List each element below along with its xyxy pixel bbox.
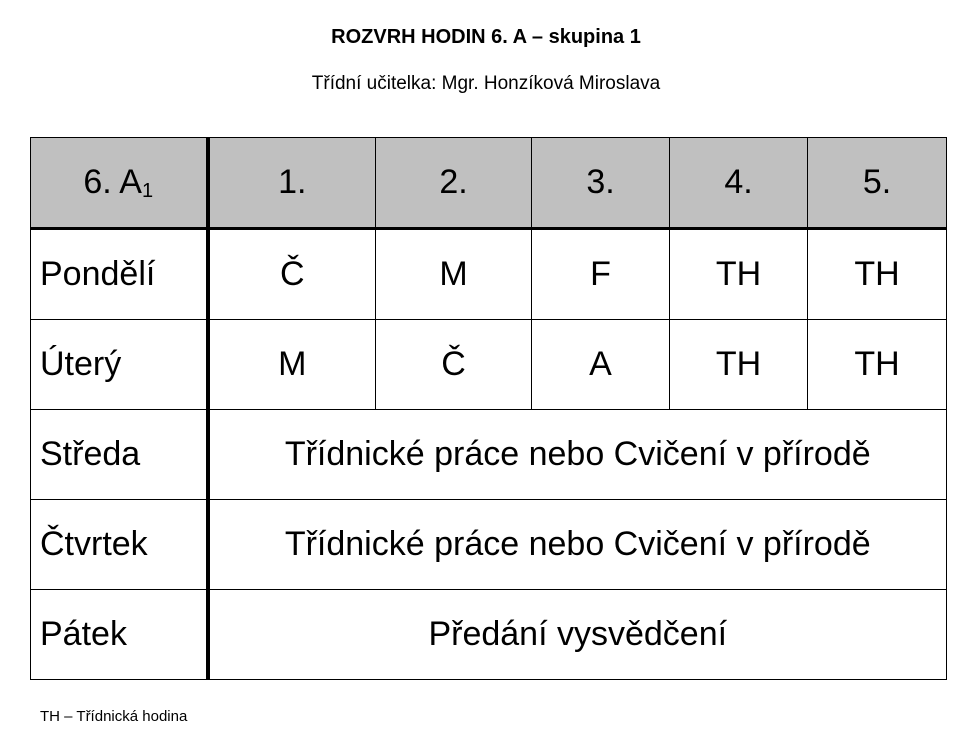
table-row xyxy=(31,590,947,680)
table-row xyxy=(31,500,947,590)
merged-activity-cell: Třídnické práce nebo Cvičení v přírodě xyxy=(208,500,947,590)
table-row xyxy=(31,320,947,410)
period-header: 5. xyxy=(808,138,947,229)
schedule-table xyxy=(30,137,947,680)
subject-cell: M xyxy=(376,229,532,320)
header-row xyxy=(31,138,947,229)
subject-cell: M xyxy=(208,320,376,410)
merged-activity-cell: Předání vysvědčení xyxy=(208,590,947,680)
subject-cell: F xyxy=(532,229,670,320)
group-subscript: 1 xyxy=(141,180,154,202)
subject-cell: TH xyxy=(670,229,808,320)
period-header: 2. xyxy=(376,138,532,229)
subject-cell: Č xyxy=(376,320,532,410)
page-title: ROZVRH HODIN 6. A – skupina 1 xyxy=(331,26,641,48)
subject-cell: Č xyxy=(208,229,376,320)
table-row xyxy=(31,229,947,320)
class-teacher: Třídní učitelka: Mgr. Honzíková Miroslava xyxy=(311,73,661,94)
class-label: 6. A xyxy=(83,163,142,201)
table-row xyxy=(31,410,947,500)
day-label: Pondělí xyxy=(31,229,208,320)
period-header: 3. xyxy=(532,138,670,229)
merged-activity-cell: Třídnické práce nebo Cvičení v přírodě xyxy=(208,410,947,500)
day-label: Čtvrtek xyxy=(31,500,208,590)
subject-cell: TH xyxy=(670,320,808,410)
period-header: 1. xyxy=(208,138,376,229)
day-label: Středa xyxy=(31,410,208,500)
legend-note: TH – Třídnická hodina xyxy=(40,708,188,725)
subject-cell: TH xyxy=(808,320,947,410)
day-label: Úterý xyxy=(31,320,208,410)
subject-cell: TH xyxy=(808,229,947,320)
day-label: Pátek xyxy=(31,590,208,680)
period-header: 4. xyxy=(670,138,808,229)
corner-cell xyxy=(31,138,208,229)
subject-cell: A xyxy=(532,320,670,410)
